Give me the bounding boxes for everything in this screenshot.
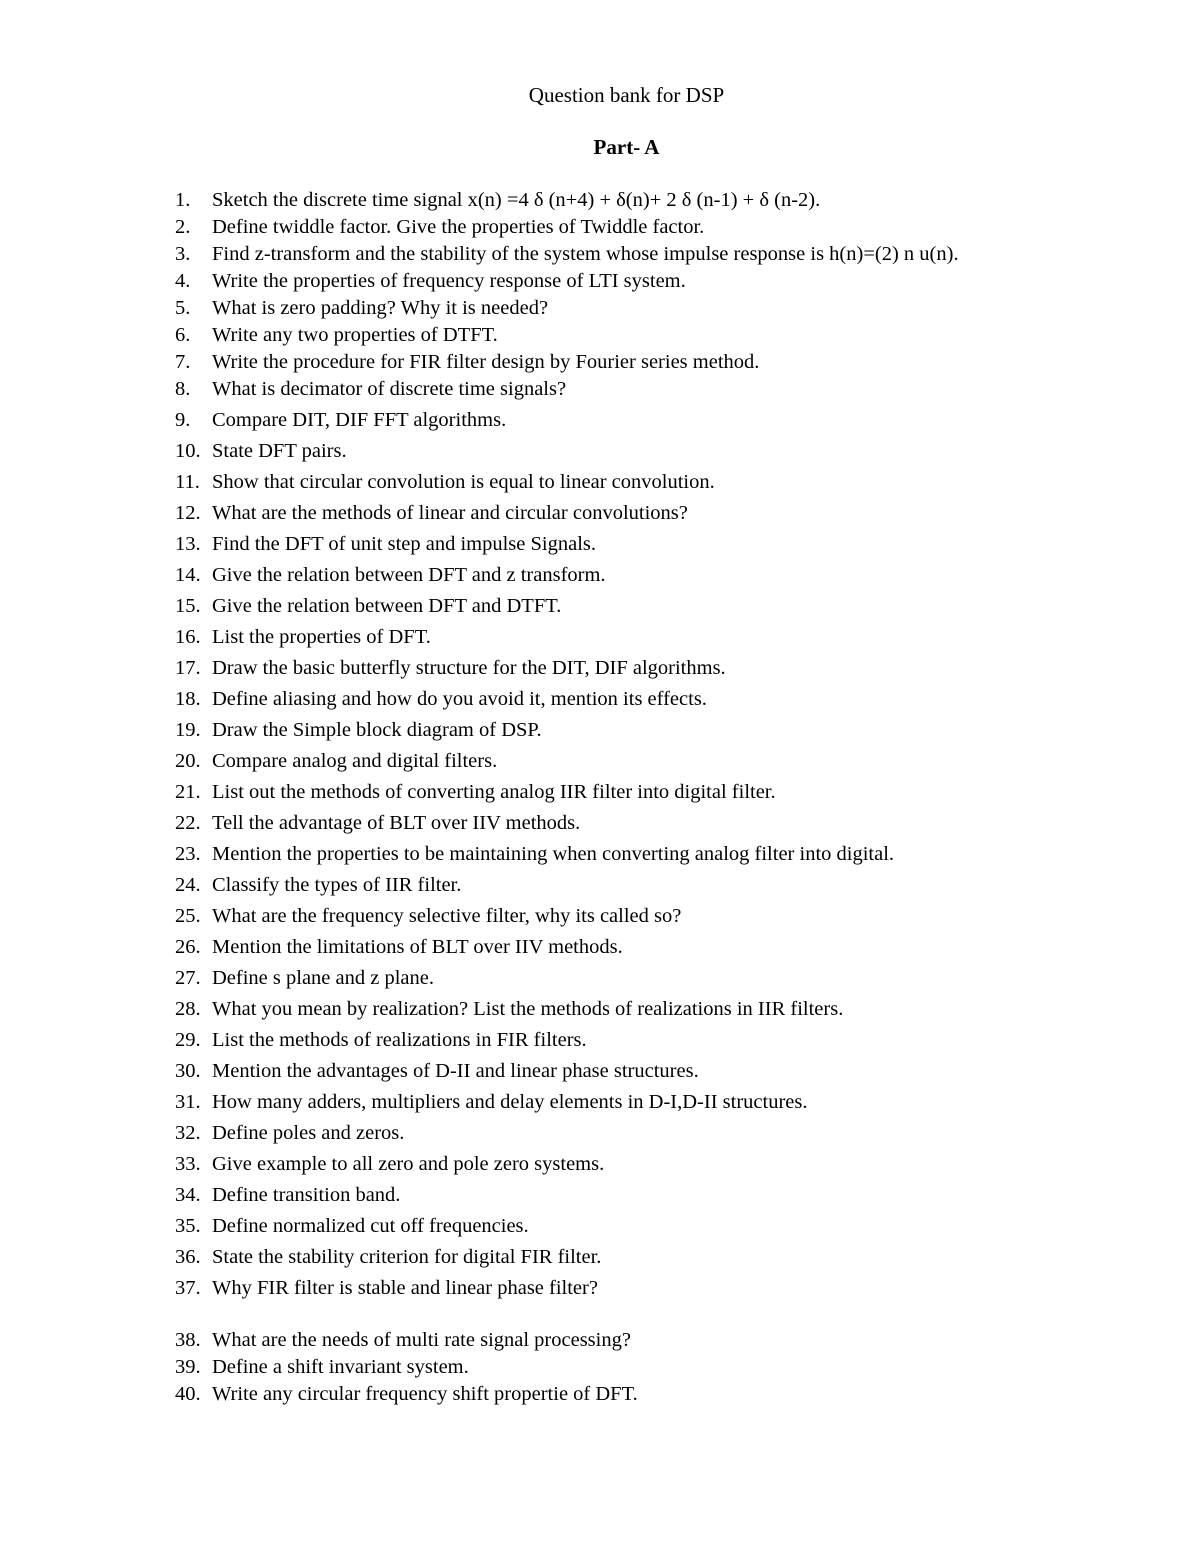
question-text: Define normalized cut off frequencies. [212, 1215, 529, 1237]
question-number: 37. [175, 1277, 201, 1299]
question-text: Write any circular frequency shift propertie of DFT. [212, 1383, 638, 1405]
question-text: Compare analog and digital filters. [212, 750, 498, 772]
question-item [175, 623, 1175, 651]
question-item [175, 267, 1175, 295]
question-text: List the methods of realizations in FIR filters. [212, 1029, 587, 1051]
question-text: Draw the Simple block diagram of DSP. [212, 719, 542, 741]
question-text: Define aliasing and how do you avoid it, mention its effects. [212, 688, 707, 710]
question-number: 18. [175, 688, 201, 710]
question-item [175, 871, 1175, 899]
question-text: Mention the properties to be maintaining when converting analog filter into digital. [212, 843, 895, 865]
question-number: 28. [175, 998, 201, 1020]
question-number: 33. [175, 1153, 201, 1175]
question-number: 36. [175, 1246, 201, 1268]
question-number: 21. [175, 781, 201, 803]
question-number: 29. [175, 1029, 201, 1051]
question-item [175, 933, 1175, 961]
question-text: Tell the advantage of BLT over IIV methods. [212, 812, 581, 834]
question-text: What is decimator of discrete time signals? [212, 378, 567, 400]
question-text: Sketch the discrete time signal x(n) =4 δ (n+4) + δ(n)+ 2 δ (n-1) + δ (n-2). [212, 189, 821, 211]
question-number: 25. [175, 905, 201, 927]
question-text: List out the methods of converting analog IIR filter into digital filter. [212, 781, 776, 803]
question-number: 16. [175, 626, 201, 648]
question-item [175, 321, 1175, 349]
question-item [175, 592, 1175, 620]
question-number: 23. [175, 843, 201, 865]
question-item [175, 1119, 1175, 1147]
question-text: Classify the types of IIR filter. [212, 874, 462, 896]
question-text: Write the properties of frequency response of LTI system. [212, 270, 686, 292]
question-number: 34. [175, 1184, 201, 1206]
question-text: Give the relation between DFT and DTFT. [212, 595, 562, 617]
question-text: What are the methods of linear and circular convolutions? [212, 502, 688, 524]
question-item [175, 1353, 1175, 1381]
question-number: 24. [175, 874, 201, 896]
question-number: 4. [175, 270, 191, 292]
question-item [175, 499, 1175, 527]
question-text: What you mean by realization? List the methods of realizations in IIR filters. [212, 998, 844, 1020]
question-number: 3. [175, 243, 191, 265]
question-number: 6. [175, 324, 191, 346]
question-number: 2. [175, 216, 191, 238]
question-text: How many adders, multipliers and delay elements in D-I,D-II structures. [212, 1091, 808, 1113]
question-text: Define transition band. [212, 1184, 401, 1206]
question-text: Mention the advantages of D-II and linear phase structures. [212, 1060, 699, 1082]
question-item [175, 561, 1175, 589]
question-item [175, 1057, 1175, 1085]
question-item [175, 685, 1175, 713]
question-item [175, 1243, 1175, 1271]
question-number: 26. [175, 936, 201, 958]
question-item [175, 468, 1175, 496]
question-number: 17. [175, 657, 201, 679]
question-text: Give the relation between DFT and z transform. [212, 564, 606, 586]
question-number: 8. [175, 378, 191, 400]
question-text: Write the procedure for FIR filter design by Fourier series method. [212, 351, 760, 373]
question-item [175, 809, 1175, 837]
question-item [175, 1274, 1175, 1302]
question-text: Draw the basic butterfly structure for the DIT, DIF algorithms. [212, 657, 726, 679]
question-text: What are the needs of multi rate signal processing? [212, 1329, 631, 1351]
question-text: Find the DFT of unit step and impulse Signals. [212, 533, 596, 555]
question-text: Show that circular convolution is equal to linear convolution. [212, 471, 715, 493]
question-item [175, 747, 1175, 775]
question-item [175, 1150, 1175, 1178]
question-number: 20. [175, 750, 201, 772]
question-text: Mention the limitations of BLT over IIV methods. [212, 936, 623, 958]
question-item [175, 437, 1175, 465]
question-text: Compare DIT, DIF FFT algorithms. [212, 409, 507, 431]
question-item [175, 294, 1175, 322]
question-item [175, 1326, 1175, 1354]
question-item [175, 778, 1175, 806]
question-text: Define twiddle factor. Give the properties of Twiddle factor. [212, 216, 705, 238]
question-number: 35. [175, 1215, 201, 1237]
question-item [175, 1212, 1175, 1240]
question-number: 7. [175, 351, 191, 373]
question-item [175, 995, 1175, 1023]
question-item [175, 406, 1175, 434]
question-item [175, 186, 1175, 214]
question-text: Find z-transform and the stability of the system whose impulse response is h(n)=(2) n u(n). [212, 243, 959, 265]
question-number: 5. [175, 297, 191, 319]
question-text: What are the frequency selective filter, why its called so? [212, 905, 682, 927]
question-number: 27. [175, 967, 201, 989]
question-item [175, 213, 1175, 241]
question-item [175, 375, 1175, 403]
question-number: 40. [175, 1383, 201, 1405]
question-item [175, 716, 1175, 744]
page-title: Question bank for DSP [528, 83, 725, 107]
question-text: Why FIR filter is stable and linear phase filter? [212, 1277, 598, 1299]
question-number: 1. [175, 189, 191, 211]
question-item [175, 902, 1175, 930]
question-item [175, 654, 1175, 682]
question-item [175, 1088, 1175, 1116]
question-text: What is zero padding? Why it is needed? [212, 297, 549, 319]
question-item [175, 530, 1175, 558]
question-item [175, 1026, 1175, 1054]
question-item [175, 840, 1175, 868]
question-number: 30. [175, 1060, 201, 1082]
question-number: 39. [175, 1356, 201, 1378]
question-number: 19. [175, 719, 201, 741]
question-number: 12. [175, 502, 201, 524]
question-number: 13. [175, 533, 201, 555]
question-text: List the properties of DFT. [212, 626, 431, 648]
question-item [175, 964, 1175, 992]
question-text: State DFT pairs. [212, 440, 347, 462]
question-text: Give example to all zero and pole zero systems. [212, 1153, 605, 1175]
question-text: State the stability criterion for digital FIR filter. [212, 1246, 602, 1268]
question-item [175, 1380, 1175, 1408]
question-text: Define s plane and z plane. [212, 967, 434, 989]
question-number: 11. [175, 471, 200, 493]
question-item [175, 240, 1175, 268]
question-text: Define poles and zeros. [212, 1122, 405, 1144]
question-number: 32. [175, 1122, 201, 1144]
question-number: 14. [175, 564, 201, 586]
question-number: 22. [175, 812, 201, 834]
question-item [175, 1181, 1175, 1209]
question-item [175, 348, 1175, 376]
question-number: 38. [175, 1329, 201, 1351]
question-number: 9. [175, 409, 191, 431]
question-text: Write any two properties of DTFT. [212, 324, 498, 346]
question-number: 31. [175, 1091, 201, 1113]
section-heading: Part- A [593, 135, 660, 159]
question-number: 10. [175, 440, 201, 462]
question-text: Define a shift invariant system. [212, 1356, 469, 1378]
question-number: 15. [175, 595, 201, 617]
